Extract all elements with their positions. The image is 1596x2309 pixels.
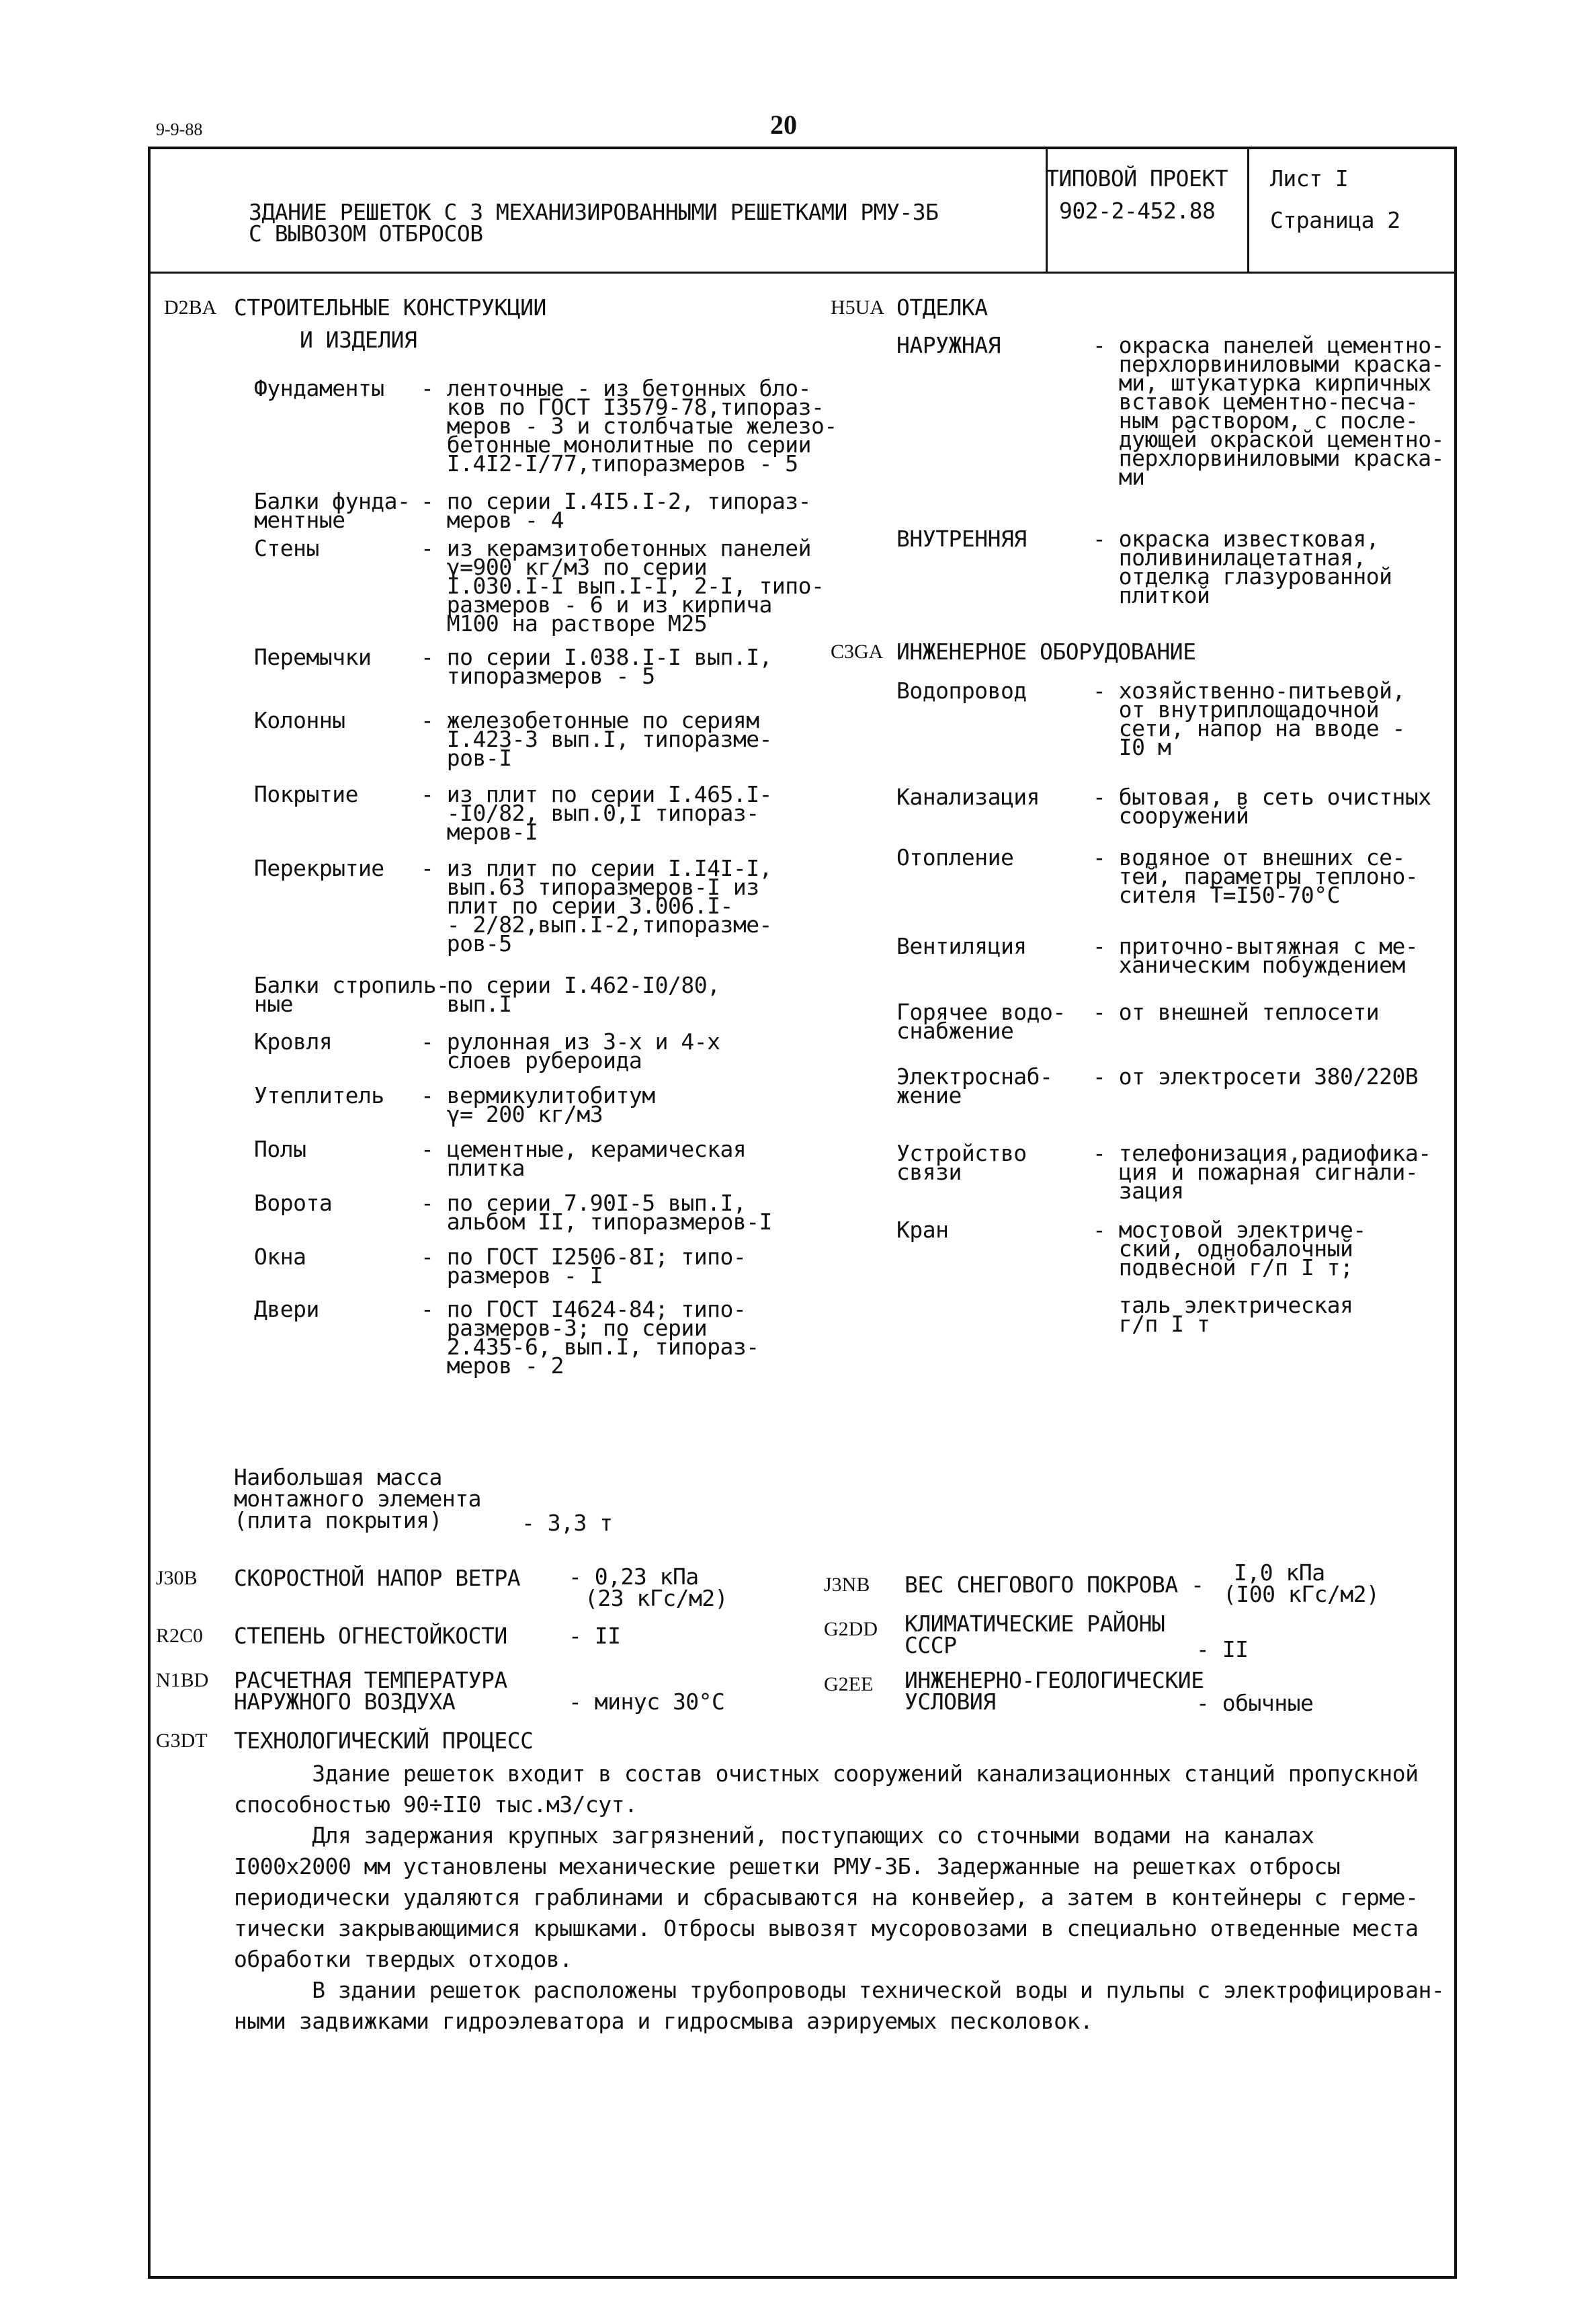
item-text: слоев рубероида	[421, 1047, 642, 1074]
item-text: ров-I	[421, 745, 512, 771]
item-text: по серии I.462-I0/80,	[421, 972, 720, 998]
param-label: ИНЖЕНЕРНО-ГЕОЛОГИЧЕСКИЕ	[905, 1667, 1204, 1693]
item-text: размеров - 6 и из кирпича	[421, 592, 772, 618]
document-title-line1: ЗДАНИЕ РЕШЕТОК С 3 МЕХАНИЗИРОВАННЫМИ РЕШЕТКАМИ РМУ-3Б	[249, 199, 939, 225]
item-text: - мостовой электриче-	[1093, 1217, 1366, 1243]
item-label: Окна	[254, 1244, 306, 1270]
item-text: - по серии I.038.I-I вып.I,	[421, 644, 772, 670]
item-text: размеров - I	[421, 1262, 603, 1289]
item-text: γ=900 кг/м3 по серии	[421, 554, 708, 580]
item-text: -I0/82, вып.0,I типораз-	[421, 800, 759, 826]
item-text: I.423-3 вып.I, типоразме-	[421, 726, 772, 752]
item-text: зация	[1093, 1178, 1184, 1204]
item-label: ВНУТРЕННЯЯ	[896, 526, 1027, 552]
param-code: J30B	[156, 1567, 198, 1589]
item-text: - от внешней теплосети	[1093, 999, 1380, 1025]
item-text: ков по ГОСТ I3579-78,типораз-	[421, 394, 825, 420]
param-label: ТЕХНОЛОГИЧЕСКИЙ ПРОЦЕСС	[234, 1728, 534, 1754]
item-text: - цементные, керамическая	[421, 1136, 747, 1162]
item-label: Кран	[896, 1217, 949, 1243]
section-heading: ИНЖЕНЕРНОЕ ОБОРУДОВАНИЕ	[896, 639, 1196, 665]
item-label: Фундаменты	[254, 375, 384, 401]
header-col-divider-2	[1247, 147, 1249, 273]
page-number: 20	[770, 110, 797, 140]
section-heading: И ИЗДЕЛИЯ	[300, 327, 417, 353]
item-text: плит по серии 3.006.I-	[421, 893, 733, 919]
item-text: - вермикулитобитум	[421, 1082, 655, 1108]
process-line: В здании решеток расположены трубопроводы технической воды и пульпы с электрофицирован-	[234, 1977, 1445, 2003]
param-code: J3NB	[824, 1574, 870, 1596]
item-text: сителя T=I50-70°C	[1093, 882, 1340, 908]
item-text: размеров-3; по серии	[421, 1315, 708, 1341]
item-text: - бытовая, в сеть очистных	[1093, 784, 1431, 810]
section-heading: СТРОИТЕЛЬНЫЕ КОНСТРУКЦИИ	[234, 294, 546, 321]
header-divider	[148, 272, 1457, 274]
item-text: меров - 4	[421, 507, 564, 533]
item-text: - железобетонные по сериям	[421, 707, 759, 733]
item-label: жение	[896, 1082, 962, 1108]
item-text: - по серии 7.90I-5 вып.I,	[421, 1190, 747, 1216]
item-label: Покрытие	[254, 781, 358, 807]
item-label: ные	[254, 991, 294, 1017]
item-text: - хозяйственно-питьевой,	[1093, 678, 1405, 704]
item-label: Двери	[254, 1296, 319, 1322]
param-label: КЛИМАТИЧЕСКИЕ РАЙОНЫ	[905, 1611, 1165, 1637]
process-line: обработки твердых отходов.	[234, 1946, 573, 1972]
item-label: Стены	[254, 535, 319, 561]
process-line: Для задержания крупных загрязнений, поступающих со сточными водами на каналах	[234, 1822, 1314, 1849]
mass-label: (плита покрытия)	[234, 1507, 442, 1533]
item-text: ция и пожарная сигнали-	[1093, 1159, 1419, 1185]
mass-label: монтажного элемента	[234, 1486, 481, 1512]
param-value: - обычные	[1196, 1690, 1314, 1716]
param-code: G2DD	[824, 1618, 878, 1640]
item-label: Утеплитель	[254, 1082, 384, 1108]
date-stamp: 9-9-88	[156, 120, 203, 139]
item-text: - водяное от внешних се-	[1093, 844, 1405, 870]
item-text: ми, штукатурка кирпичных	[1093, 370, 1431, 396]
item-text: - окраска панелей цементно-	[1093, 332, 1444, 358]
param-label: СКОРОСТНОЙ НАПОР ВЕТРА	[234, 1565, 521, 1591]
item-text: - ленточные - из бетонных бло-	[421, 375, 812, 401]
item-text: тей, параметры теплоно-	[1093, 863, 1419, 889]
item-text: вып.63 типоразмеров-I из	[421, 874, 759, 900]
item-text: γ= 200 кг/м3	[421, 1101, 603, 1127]
item-text: меров - 3 и столбчатые железо-	[421, 413, 837, 439]
param-value: I,0 кПа	[1234, 1559, 1325, 1586]
item-label: Балки фунда-	[254, 488, 411, 514]
item-text: меров - 2	[421, 1352, 564, 1379]
item-text: плиткой	[1093, 582, 1210, 608]
section-code: H5UA	[831, 296, 884, 319]
process-line: периодически удаляются граблинами и сбрасываются на конвейер, а затем в контейнеры с герме-	[234, 1884, 1419, 1910]
process-line: I000x2000 мм установлены механические решетки РМУ-3Б. Задержанные на решетках отбросы	[234, 1853, 1341, 1879]
item-label: Отопление	[896, 844, 1014, 870]
item-text: отделка глазурованной	[1093, 563, 1392, 590]
item-text: перхлорвиниловыми краска-	[1093, 445, 1444, 471]
item-text: I0 м	[1093, 734, 1171, 760]
param-code: R2C0	[156, 1625, 204, 1647]
process-line: ными задвижками гидроэлеватора и гидросмыва аэрируемых песколовок.	[234, 2008, 1093, 2034]
item-text: подвесной г/п I т;	[1093, 1254, 1353, 1281]
item-text: - рулонная из 3-х и 4-х	[421, 1028, 720, 1055]
item-text: M100 на растворе M25	[421, 610, 708, 637]
param-label: СССР	[905, 1632, 957, 1658]
item-label: НАРУЖНАЯ	[896, 332, 1001, 358]
item-label: Электроснаб-	[896, 1063, 1053, 1090]
page-label: Страница 2	[1270, 207, 1400, 233]
param-code: G3DT	[156, 1730, 208, 1752]
param-code: N1BD	[156, 1669, 209, 1691]
item-label: связи	[896, 1159, 962, 1185]
param-label: НАРУЖНОГО ВОЗДУХА	[234, 1689, 456, 1715]
param-value: (23 кГс/м2)	[585, 1585, 728, 1611]
mass-label: Наибольшая масса	[234, 1464, 442, 1490]
item-label: снабжение	[896, 1018, 1014, 1044]
item-text: меров-I	[421, 819, 538, 845]
item-text: I.4I2-I/77,типоразмеров - 5	[421, 450, 798, 477]
item-text: - окраска известковая,	[1093, 526, 1380, 552]
project-label: ТИПОВОЙ ПРОЕКТ	[1046, 165, 1228, 192]
item-label: Водопровод	[896, 678, 1027, 704]
item-text: альбом II, типоразмеров-I	[421, 1209, 772, 1235]
param-label: СТЕПЕНЬ ОГНЕСТОЙКОСТИ	[234, 1623, 507, 1649]
item-label: Перекрытие	[254, 855, 384, 881]
item-label: Кровля	[254, 1028, 333, 1055]
item-text: перхлорвиниловыми краска-	[1093, 351, 1444, 377]
item-text: - от электросети 380/220В	[1093, 1063, 1419, 1090]
param-code: G2EE	[824, 1673, 874, 1695]
document-title-line2: С ВЫВОЗОМ ОТБРОСОВ	[249, 220, 483, 247]
param-value: - II	[569, 1623, 621, 1649]
item-text: ский, однобалочный	[1093, 1235, 1353, 1262]
item-text: - приточно-вытяжная с ме-	[1093, 933, 1419, 959]
item-label: Полы	[254, 1136, 306, 1162]
item-text: - из плит по серии I.465.I-	[421, 781, 772, 807]
section-heading: ОТДЕЛКА	[896, 294, 988, 321]
item-text: дующей окраской цементно-	[1093, 426, 1444, 452]
param-label: УСЛОВИЯ	[905, 1689, 996, 1715]
item-text: бетонные монолитные по серии	[421, 432, 812, 458]
process-line: Здание решеток входит в состав очистных сооружений канализационных станций пропускной	[234, 1760, 1419, 1787]
process-line: тически закрывающимися крышками. Отбросы вывозят мусоровозами в специально отведенные места	[234, 1915, 1419, 1941]
item-text: типоразмеров - 5	[421, 663, 655, 689]
param-value: (I00 кГс/м2)	[1223, 1581, 1380, 1607]
item-text: ми	[1093, 464, 1145, 490]
item-text: вставок цементно-песча-	[1093, 389, 1419, 415]
item-text: поливинилацетатная,	[1093, 544, 1366, 571]
item-text: плитка	[421, 1155, 525, 1181]
item-text: вып.I	[421, 991, 512, 1017]
item-text: от внутриплощадочной	[1093, 696, 1380, 723]
mass-value: - 3,3 т	[521, 1510, 613, 1536]
item-label: Канализация	[896, 784, 1040, 810]
process-line: способностью 90÷II0 тыс.м3/сут.	[234, 1791, 638, 1818]
param-label: ВЕС СНЕГОВОГО ПОКРОВА -	[905, 1572, 1204, 1598]
item-text: г/п I т	[1093, 1311, 1210, 1337]
item-text: - 2/82,вып.I-2,типоразме-	[421, 912, 772, 938]
item-label: Ворота	[254, 1190, 333, 1216]
item-label: ментные	[254, 507, 345, 533]
item-text: ханическим побуждением	[1093, 952, 1405, 978]
item-text: - из керамзитобетонных панелей	[421, 535, 812, 561]
item-text: - по серии I.4I5.I-2, типораз-	[421, 488, 812, 514]
item-text: сооружений	[1093, 803, 1249, 829]
item-label: Балки стропиль-	[254, 972, 450, 998]
item-text: таль электрическая	[1093, 1292, 1353, 1318]
item-text: ров-5	[421, 930, 512, 957]
param-value: - минус 30°C	[569, 1689, 725, 1715]
item-text: сети, напор на вводе -	[1093, 715, 1405, 741]
item-label: Горячее водо-	[896, 999, 1066, 1025]
item-text: I.030.I-I вып.I-I, 2-I, типо-	[421, 573, 825, 599]
item-text: - по ГОСТ I2506-8I; типо-	[421, 1244, 747, 1270]
item-label: Перемычки	[254, 644, 372, 670]
param-value: - 0,23 кПа	[569, 1564, 699, 1590]
item-label: Вентиляция	[896, 933, 1027, 959]
section-code: D2BA	[164, 296, 217, 319]
param-value: - II	[1196, 1636, 1249, 1662]
sheet-label: Лист I	[1270, 165, 1349, 192]
item-text: ным раствором, с после-	[1093, 407, 1419, 434]
item-label: Колонны	[254, 707, 345, 733]
section-code: C3GA	[831, 641, 884, 663]
item-text: 2.435-6, вып.I, типораз-	[421, 1334, 759, 1360]
project-number: 902-2-452.88	[1059, 198, 1216, 224]
item-text: - по ГОСТ I4624-84; типо-	[421, 1296, 747, 1322]
item-text: - из плит по серии I.I4I-I,	[421, 855, 772, 881]
item-label: Устройство	[896, 1140, 1027, 1166]
param-label: РАСЧЕТНАЯ ТЕМПЕРАТУРА	[234, 1667, 507, 1693]
item-text: - телефонизация,радиофика-	[1093, 1140, 1431, 1166]
process-description	[234, 1758, 1444, 2037]
